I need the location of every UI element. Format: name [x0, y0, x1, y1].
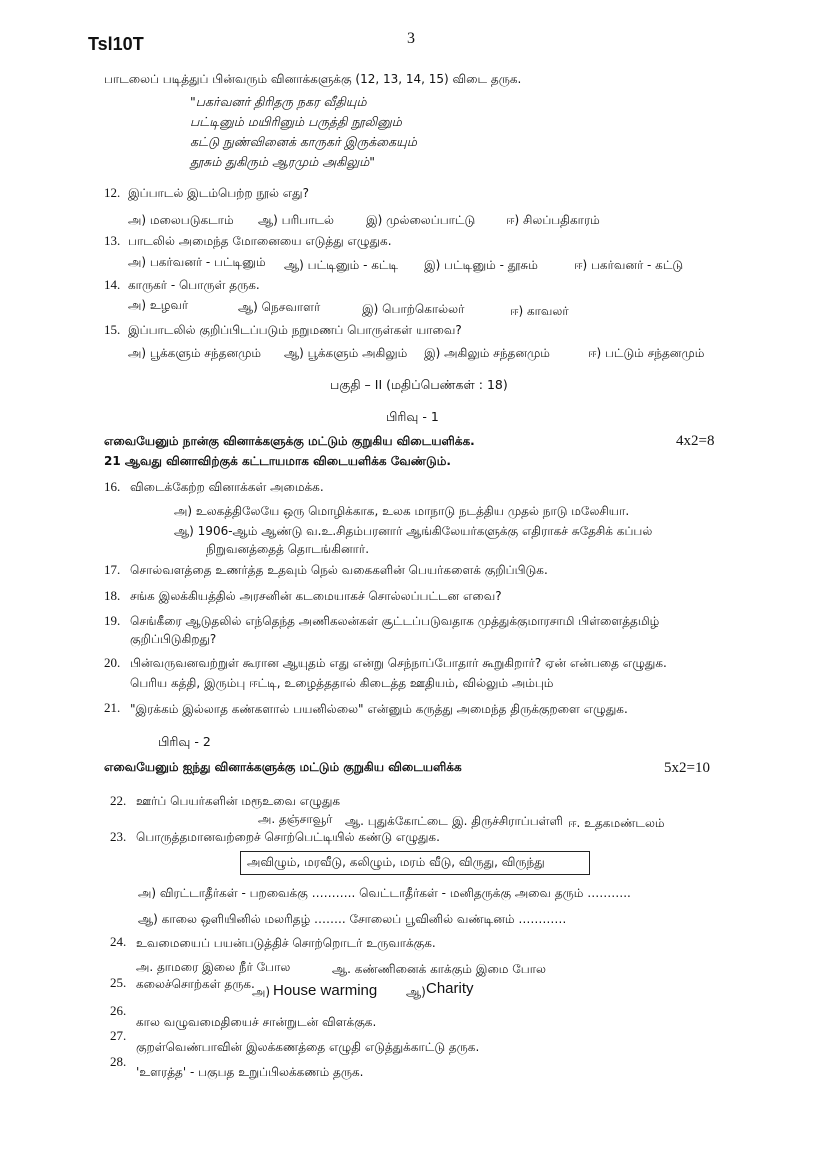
- option-c: இ) முல்லைப்பாட்டு: [366, 213, 476, 227]
- question-text: சங்க இலக்கியத்தில் அரசனின் கடமையாகச் சொல்லப்பட்டன எவை?: [130, 589, 502, 603]
- question-text: பாடலில் அமைந்த மோனையை எடுத்து எழுதுக.: [128, 234, 392, 248]
- question-number: 22.: [110, 793, 127, 808]
- poem-line-4: தூசும் துகிரும் ஆரமும் அகிலும்": [190, 154, 376, 169]
- option-b: ஆ) பட்டினும் - கட்டி: [284, 258, 399, 272]
- question-number: 18.: [104, 588, 121, 603]
- question-number: 23.: [110, 829, 127, 844]
- option-a: அ. தஞ்சாவூர்: [258, 812, 333, 826]
- question-text-line-1: பின்வருவனவற்றுள் கூரான ஆயுதம் எது என்று செந்நாப்போதார் கூறுகிறார்? ஏன் என்பதை எழுதுக.: [130, 656, 667, 670]
- question-text: இப்பாடல் இடம்பெற்ற நூல் எது?: [128, 186, 309, 200]
- option-b: ஆ) பூக்களும் அகிலும்: [284, 346, 408, 360]
- question-text-line-2: பெரிய கத்தி, இரும்பு ஈட்டி, உழைத்ததால் கிடைத்த ஊதியம், வில்லும் அம்பும்: [130, 676, 554, 690]
- option-d: ஈ) பட்டும் சந்தனமும்: [588, 346, 705, 360]
- section-1-marks: 4x2=8: [676, 433, 715, 449]
- question-text: காருகர் - பொருள் தருக.: [128, 278, 260, 292]
- part-heading: பகுதி – II (மதிப்பெண்கள் : 18): [330, 377, 508, 392]
- question-text: கால வழுவமைதியைச் சான்றுடன் விளக்குக.: [136, 1015, 377, 1029]
- option-a: அ) மலைபடுகடாம்: [128, 213, 234, 227]
- question-number: 24.: [110, 934, 127, 949]
- option-b: ஆ. புதுக்கோட்டை: [345, 814, 448, 828]
- term-a-prefix: அ): [252, 985, 271, 999]
- question-text: "இரக்கம் இல்லாத கண்களால் பயனில்லை" என்னும் கருத்து அமைந்த திருக்குறளை எழுதுக.: [130, 702, 628, 716]
- section-2-instruction: எவையேனும் ஐந்து வினாக்களுக்கு மட்டும் குறுகிய விடையளிக்க: [104, 760, 462, 774]
- question-text: கலைச்சொற்கள் தருக.: [136, 977, 255, 991]
- question-text: விடைக்கேற்ற வினாக்கள் அமைக்க.: [130, 480, 324, 494]
- sub-question-b: ஆ. கண்ணினைக் காக்கும் இமை போல: [332, 962, 546, 976]
- question-number: 28.: [110, 1054, 127, 1069]
- poem-line-3: கட்டு நுண்வினைக் காருகர் இருக்கையும்: [190, 134, 417, 149]
- option-d: ஈ) சிலப்பதிகாரம்: [506, 213, 600, 227]
- sub-question-a: அ) விரட்டாதீர்கள் - பறவைக்கு ……….. வெட்டாதீர்கள் - மனிதருக்கு அவை தரும் ………..: [138, 886, 631, 900]
- question-number: 16.: [104, 479, 121, 494]
- word-box: அவிழும், மரவீடு, கலிழும், மரம் வீடு, விருது, விருந்து: [240, 851, 590, 875]
- section-1-instruction: எவையேனும் நான்கு வினாக்களுக்கு மட்டும் குறுகிய விடையளிக்க.: [104, 434, 475, 448]
- option-c: இ) பட்டினும் - தூசும்: [424, 258, 538, 272]
- question-text: குறள்வெண்பாவின் இலக்கணத்தை எழுதி எடுத்துக்காட்டு தருக.: [136, 1040, 480, 1054]
- question-number: 19.: [104, 613, 121, 628]
- sub-question-a: அ) உலகத்திலேயே ஒரு மொழிக்காக, உலக மாநாடு நடத்திய முதல் நாடு மலேசியா.: [174, 504, 630, 518]
- question-number: 26.: [110, 1003, 127, 1018]
- paper-code: Tsl10T: [88, 34, 144, 54]
- question-number: 21.: [104, 700, 121, 715]
- question-number: 15.: [104, 322, 121, 337]
- sub-question-b-continued: நிறுவனத்தைத் தொடங்கினார்.: [206, 542, 370, 556]
- option-d: ஈ) காவலர்: [510, 304, 569, 318]
- question-text: 'உளரத்த' - பகுபத உறுப்பிலக்கணம் தருக.: [136, 1065, 364, 1079]
- question-text: ஊர்ப் பெயர்களின் மரூஉவை எழுதுக: [136, 794, 341, 808]
- question-text: சொல்வளத்தை உணர்த்த உதவும் நெல் வகைகளின் பெயர்களைக் குறிப்பிடுக.: [130, 563, 548, 577]
- question-number: 17.: [104, 562, 121, 577]
- option-a: அ) பகர்வனர் - பட்டினும்: [128, 255, 266, 269]
- sub-question-a: அ. தாமரை இலை நீர் போல: [136, 960, 291, 974]
- sub-question-b: ஆ) காலை ஒளியினில் மலரிதழ் …….. சோலைப் பூவினில் வண்டினம் …………: [138, 912, 567, 926]
- question-text: இப்பாடலில் குறிப்பிடப்படும் நறுமணப் பொருள்கள் யாவை?: [128, 323, 462, 337]
- question-text: உவமையைப் பயன்படுத்திச் சொற்றொடர் உருவாக்குக.: [136, 936, 436, 950]
- question-number: 13.: [104, 233, 121, 248]
- poem-line-1: "பகர்வனர் திரிதரு நகர வீதியும்: [190, 94, 367, 109]
- page-number: 3: [407, 30, 415, 47]
- option-d: ஈ) பகர்வனர் - கட்டு: [574, 258, 684, 272]
- option-b: ஆ) பரிபாடல்: [258, 213, 334, 227]
- sub-question-b: ஆ) 1906-ஆம் ஆண்டு வ.உ.சிதம்பரனார் ஆங்கிலேயர்களுக்கு எதிராகச் சுதேசிக் கப்பல்: [174, 524, 653, 538]
- option-c: இ) பொற்கொல்லர்: [362, 302, 465, 316]
- term-b: Charity: [426, 980, 474, 997]
- question-number: 12.: [104, 185, 121, 200]
- question-number: 20.: [104, 655, 121, 670]
- poem-line-2: பட்டினும் மயிரினும் பருத்தி நூலினும்: [190, 114, 402, 129]
- section-1-note: 21 ஆவது வினாவிற்குக் கட்டாயமாக விடையளிக்க வேண்டும்.: [104, 454, 451, 468]
- question-text: பொருத்தமானவற்றைச் சொற்பெட்டியில் கண்டு எழுதுக.: [136, 830, 440, 844]
- option-a: அ) பூக்களும் சந்தனமும்: [128, 346, 262, 360]
- question-text-line-2: குறிப்பிடுகிறது?: [130, 632, 217, 646]
- question-number: 27.: [110, 1028, 127, 1043]
- question-text-line-1: செங்கீரை ஆடுதலில் எந்தெந்த அணிகலன்கள் சூட்டப்படுவதாக முத்துக்குமாரசாமி பிள்ளைத்தமிழ்: [130, 614, 660, 628]
- option-d: ஈ. உதகமண்டலம்: [568, 816, 665, 830]
- section-1-title: பிரிவு - 1: [386, 409, 439, 424]
- section-2-marks: 5x2=10: [664, 760, 710, 776]
- term-a: House warming: [273, 982, 378, 999]
- section-2-title: பிரிவு - 2: [158, 734, 211, 749]
- question-number: 14.: [104, 277, 121, 292]
- option-b: ஆ) நெசவாளர்: [238, 300, 321, 314]
- option-c: இ) அகிலும் சந்தனமும்: [424, 346, 550, 360]
- question-number: 25.: [110, 975, 127, 990]
- option-c: இ. திருச்சிராப்பள்ளி: [452, 814, 563, 828]
- intro-instruction: பாடலைப் படித்துப் பின்வரும் வினாக்களுக்கு (12, 13, 14, 15) விடை தருக.: [104, 72, 522, 86]
- term-b-prefix: ஆ): [406, 985, 426, 999]
- option-a: அ) உழவர்: [128, 298, 189, 312]
